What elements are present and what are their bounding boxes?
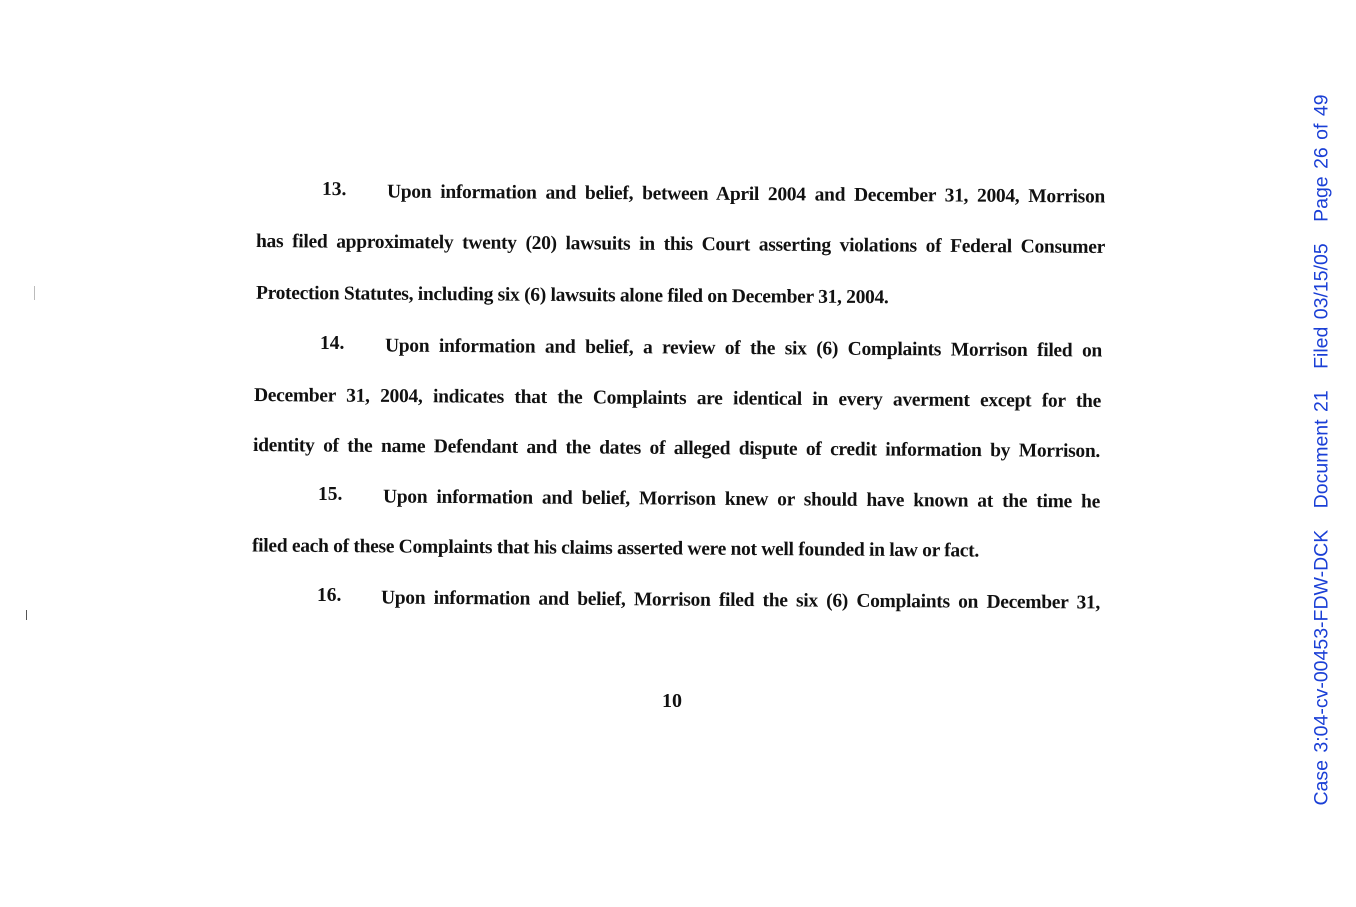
text-line: filed each of these Complaints that his claims asserted were not well founded in law or fact.: [251, 535, 980, 562]
paragraph-number: 15.: [318, 484, 343, 505]
text-line: Upon information and belief, a review of the six (6) Complaints Morrison filed on: [384, 335, 1103, 362]
paragraph-number: 13.: [321, 178, 347, 201]
text-line: Upon information and belief, Morrison filed the six (6) Complaints on December 31,: [380, 587, 1101, 614]
scan-speck: [34, 286, 35, 300]
document-number: Document 21: [1310, 390, 1333, 509]
paragraph-number: 14.: [320, 333, 345, 354]
paragraph-number: 16.: [317, 585, 342, 606]
text-line: Protection Statutes, including six (6) lawsuits alone filed on December 31, 2004.: [255, 282, 889, 309]
page-number: 10: [662, 690, 682, 712]
text-line: Upon information and belief, Morrison knew or should have known at the time he: [382, 486, 1101, 513]
case-number: Case 3:04-cv-00453-FDW-DCK: [1310, 529, 1333, 806]
scan-speck: [26, 610, 27, 620]
text-line: has filed approximately twenty (20) lawsuits in this Court asserting violations of Federal Consumer: [255, 231, 1106, 258]
text-line: Upon information and belief, between April 2004 and December 31, 2004, Morrison: [386, 181, 1106, 208]
text-line: December 31, 2004, indicates that the Complaints are identical in every averment except for the: [253, 385, 1102, 412]
filed-date: Filed 03/15/05: [1310, 243, 1333, 369]
case-header-stamp: [1311, 94, 1334, 805]
page-of-total: Page 26 of 49: [1310, 94, 1333, 222]
text-line: identity of the name Defendant and the dates of alleged dispute of credit information by Morrison.: [252, 435, 1101, 462]
